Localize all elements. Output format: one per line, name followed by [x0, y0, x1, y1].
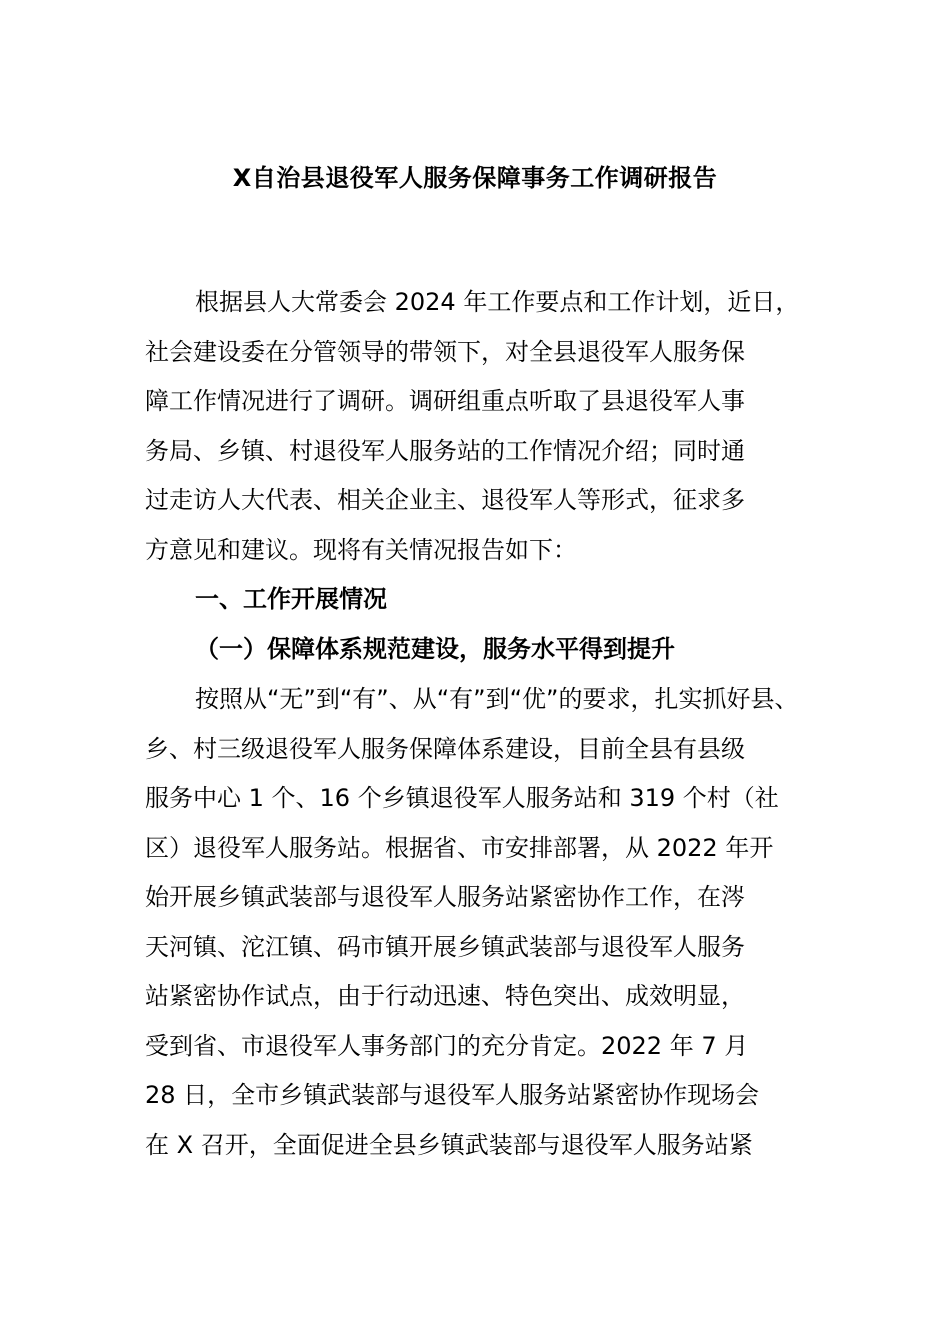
paragraph-line: 站紧密协作试点，由于行动迅速、特色突出、成效明显， — [145, 982, 745, 1010]
section-heading — [145, 575, 815, 625]
paragraph-line: 社会建设委在分管领导的带领下，对全县退役军人服务保 — [145, 337, 745, 366]
subsection-heading — [145, 625, 815, 675]
paragraph-line: 障工作情况进行了调研。调研组重点听取了县退役军人事 — [145, 387, 745, 415]
paragraph-line: 按照从“无”到“有”、从“有”到“优”的要求，扎实抓好县、 — [195, 685, 799, 713]
paragraph-line: 受到省、市退役军人事务部门的充分肯定。2022 年 7 月 — [145, 1031, 749, 1060]
paragraph-line: 28 日，全市乡镇武装部与退役军人服务站紧密协作现场会 — [145, 1081, 760, 1109]
paragraph-line: 乡、村三级退役军人服务保障体系建设，目前全县有县级 — [145, 734, 745, 763]
paragraph-line: 根据县人大常委会 2024 年工作要点和工作计划，近日， — [195, 288, 800, 316]
document-title: X自治县退役军人服务保障事务工作调研报告 — [232, 164, 718, 192]
paragraph-line: 在 X 召开，全面促进全县乡镇武装部与退役军人服务站紧 — [145, 1130, 753, 1159]
paragraph-line: 始开展乡镇武装部与退役军人服务站紧密协作工作，在涔 — [145, 883, 745, 911]
paragraph-line: 天河镇、沱江镇、码市镇开展乡镇武装部与退役军人服务 — [145, 932, 745, 961]
subsection-heading-text: （一）保障体系规范建设，服务水平得到提升 — [195, 635, 675, 663]
paragraph-line: 服务中心 1 个、16 个乡镇退役军人服务站和 319 个村（社 — [145, 784, 779, 812]
paragraph-line: 区）退役军人服务站。根据省、市安排部署，从 2022 年开 — [145, 833, 774, 862]
body-paragraph — [145, 675, 815, 1170]
paragraph-line: 方意见和建议。现将有关情况报告如下： — [145, 535, 577, 564]
intro-paragraph — [145, 278, 815, 575]
paragraph-line: 务局、乡镇、村退役军人服务站的工作情况介绍；同时通 — [145, 436, 745, 465]
paragraph-line: 过走访人大代表、相关企业主、退役军人等形式，征求多 — [145, 486, 745, 514]
section-heading-text: 一、工作开展情况 — [195, 585, 387, 613]
